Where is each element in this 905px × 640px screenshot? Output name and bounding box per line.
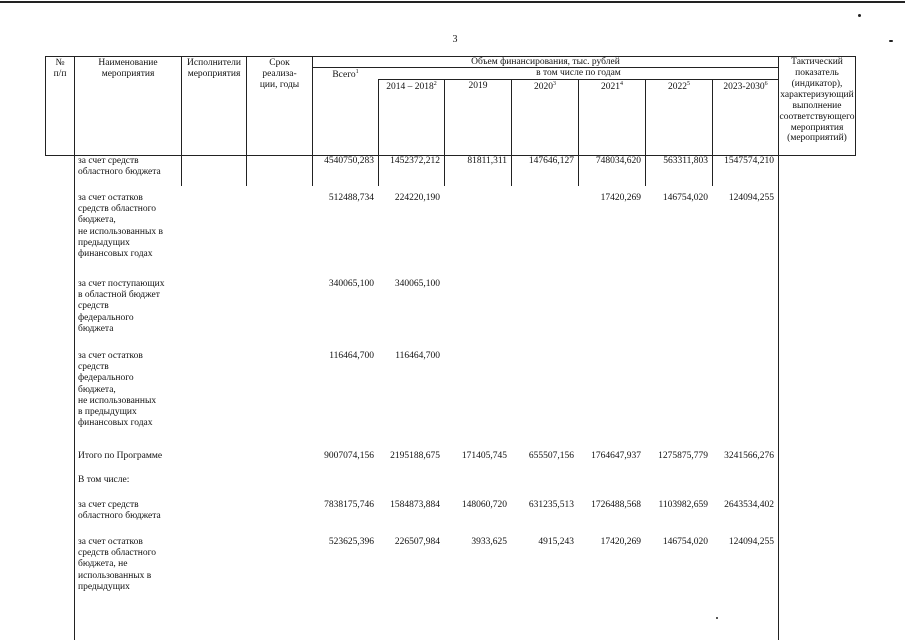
row-value: 146754,020 [662,537,708,547]
row-value: 1452372,212 [390,156,440,166]
row-value: 631235,513 [528,500,574,510]
header-year [579,81,645,93]
row-label: за счет остатков средств областного бюджета, не использованных в предыдущих [78,537,157,592]
header-year [445,81,511,92]
top-border-line [0,1,905,3]
row-value: 124094,255 [728,537,774,547]
row-value: 655507,156 [528,451,574,461]
header-year-label: 2014 – 2018 [386,82,434,93]
header-indicator: Тактический показатель (индикатор), характеризующий выполнение соответствующего мероприятия (мероприятий) [779,57,855,144]
col-rule-body [246,156,247,186]
row-value: 81811,311 [467,156,507,166]
row-label: за счет средств областного бюджета [78,500,161,522]
row-value: 2643534,402 [724,500,774,510]
header-year-label: 2020 [534,82,553,93]
row-value: 1726488,568 [591,500,641,510]
col-rule-body [578,156,579,186]
row-value: 17420,269 [600,193,641,203]
header-name: Наименование мероприятия [98,58,158,79]
col-rule [855,56,856,156]
header-year [512,81,578,93]
header-year-footnote: 4 [620,81,623,87]
row-value: 224220,190 [394,193,440,203]
row-value: 9007074,156 [324,451,374,461]
row-value: 4540750,283 [324,156,374,166]
header-year-footnote: 2 [433,81,437,87]
scan-speck [716,617,718,619]
page-number: 3 [452,34,458,45]
row-value: 1275875,779 [658,451,708,461]
row-label: Итого по Программе [78,451,163,461]
row-value: 1103982,659 [658,500,708,510]
scan-speck [889,40,893,42]
header-num: № п/п [53,58,67,79]
header-including-years: в том числе по годам [536,68,621,78]
scan-speck [858,14,861,17]
row-value: 17420,269 [600,537,641,547]
row-value: 116464,700 [329,351,374,361]
header-year-footnote: 5 [687,81,690,87]
row-label: В том числе: [78,475,130,485]
header-year-label: 2022 [668,82,687,93]
header-total [313,69,378,81]
row-value: 3933,625 [471,537,507,547]
row-value: 748034,620 [595,156,641,166]
row-value: 2195188,675 [390,451,440,461]
header-year-footnote: 3 [553,81,556,87]
row-value: 226507,984 [394,537,440,547]
header-year-label: 2019 [468,81,488,91]
row-value: 1584873,884 [390,500,440,510]
header-year-label: 2023-2030 [723,82,765,93]
row-value: 340065,100 [394,279,440,289]
header-term: Срок реализа- ции, годы [259,58,300,90]
row-label: за счет остатков средств областного бюджета, не использованных в предыдущих финансовых годах [78,193,163,260]
row-value: 340065,100 [328,279,374,289]
col-rule-body [312,156,313,186]
header-year [379,81,444,93]
row-value: 147646,127 [528,156,574,166]
row-value: 146754,020 [662,193,708,203]
row-label: за счет средств областного бюджета [78,156,161,178]
header-year [646,81,712,93]
col-rule-body [378,156,379,186]
row-value: 563311,803 [663,156,708,166]
header-total-footnote: 1 [355,69,359,75]
col-rule-body [645,156,646,186]
header-year-label: 2021 [601,82,620,93]
row-label: за счет поступающих в областной бюджет средств федерального бюджета [78,279,165,334]
row-value: 116464,700 [395,351,440,361]
row-value: 4915,243 [538,537,574,547]
row-value: 7838175,746 [324,500,374,510]
header-executors: Исполнители мероприятия [187,58,241,79]
header-total-label: Всего [332,70,356,81]
col-rule-body [74,156,75,640]
row-value: 148060,720 [461,500,507,510]
row-value: 124094,255 [728,193,774,203]
row-value: 523625,396 [328,537,374,547]
col-rule-body [444,156,445,186]
row-value: 3241566,276 [724,451,774,461]
header-year-footnote: 6 [764,81,768,87]
row-value: 1547574,210 [724,156,774,166]
row-value: 171405,745 [461,451,507,461]
col-rule-body [511,156,512,186]
row-label: за счет остатков средств федерального бюджета, не использованных в предыдущих финансовых годах [78,351,157,429]
col-rule-body [778,156,779,640]
col-rule-body [181,156,182,186]
row-value: 512488,734 [328,193,374,203]
row-value: 1764647,937 [591,451,641,461]
header-year [713,81,778,93]
col-rule-body [712,156,713,186]
header-financing-title: Объем финансирования, тыс. рублей [471,57,620,67]
